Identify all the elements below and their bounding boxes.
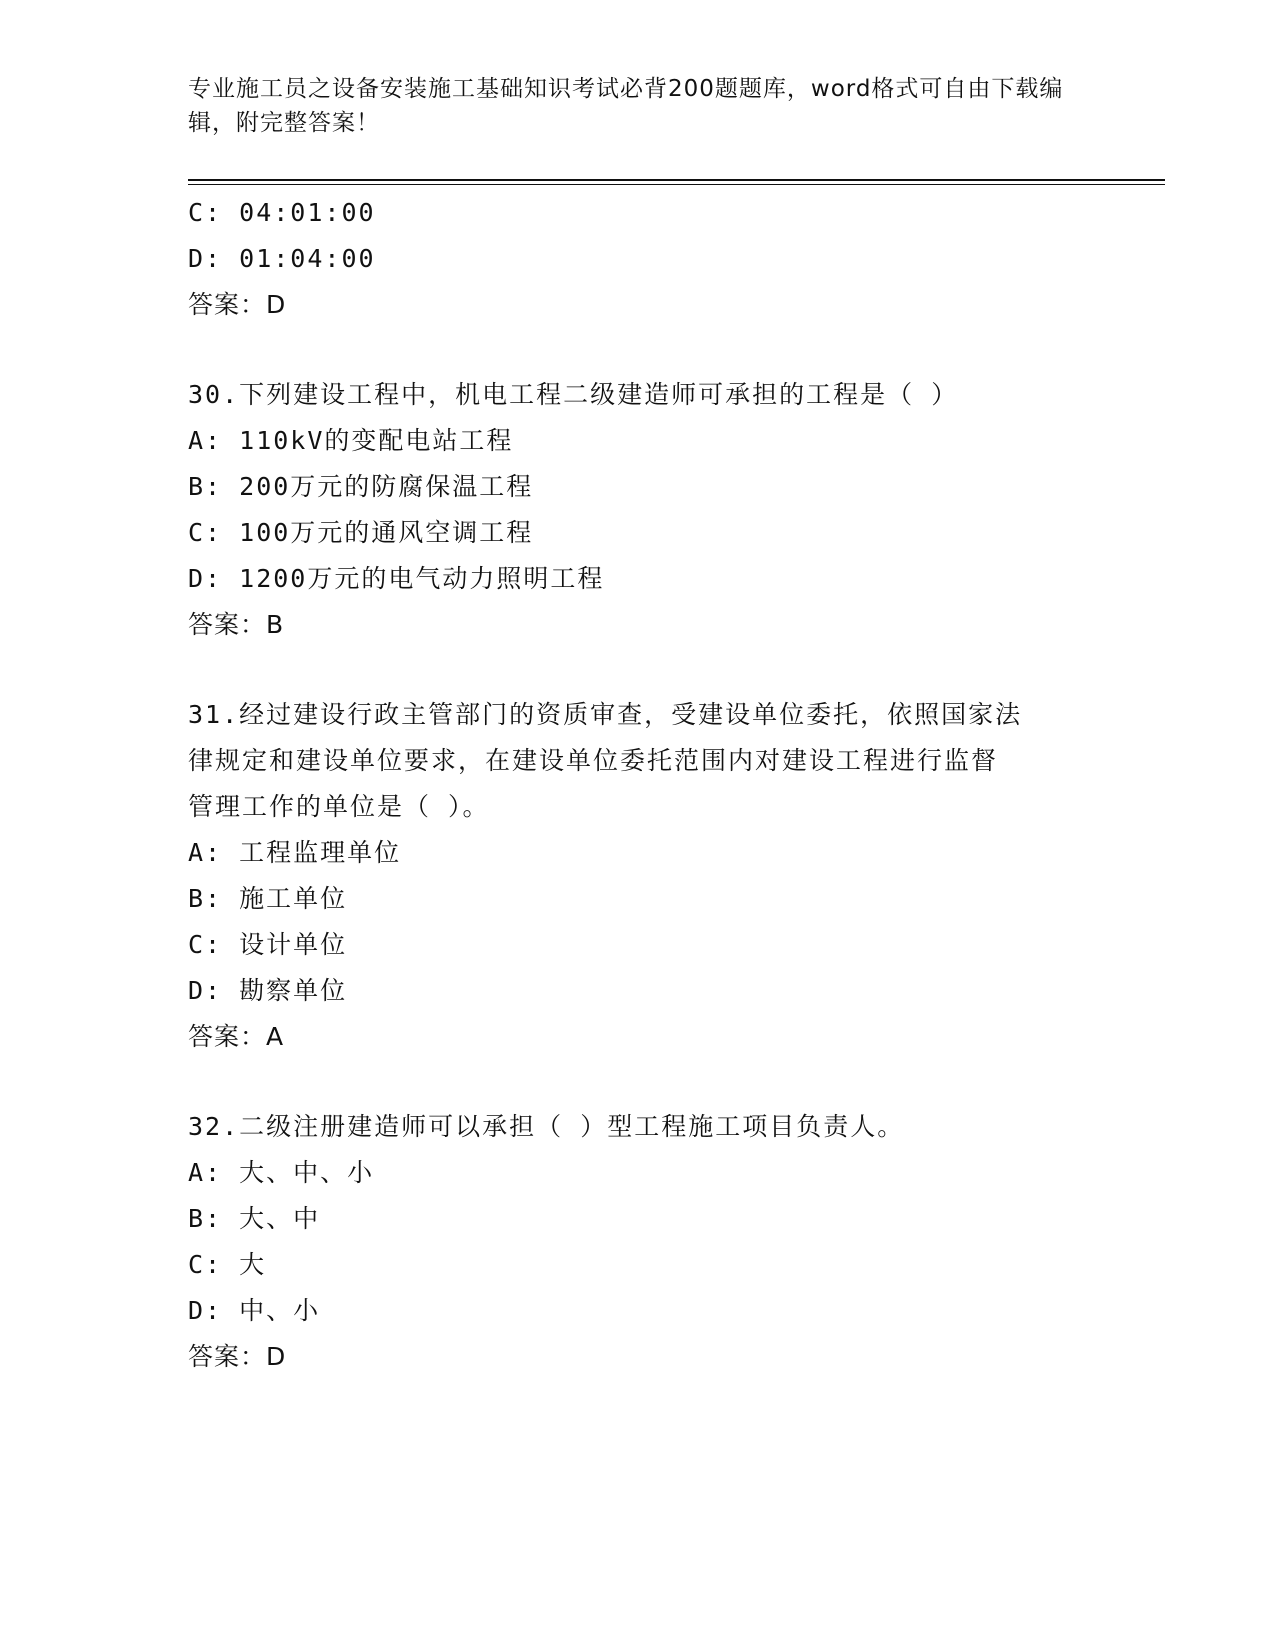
header-rule-thin	[188, 184, 1165, 185]
question-text: 律规定和建设单位要求，在建设单位委托范围内对建设工程进行监督	[188, 746, 999, 775]
option-d: D: 中、小	[188, 1296, 321, 1325]
header-rule-thick	[188, 179, 1165, 181]
option-d: D: 1200万元的电气动力照明工程	[188, 564, 605, 593]
document-header	[188, 72, 1088, 140]
option-c: C: 04:01:00	[188, 198, 376, 227]
question-31	[188, 692, 1088, 1060]
question-text: 管理工作的单位是（ ）。	[188, 792, 490, 821]
option-d: D: 01:04:00	[188, 244, 376, 273]
option-b: B: 施工单位	[188, 884, 348, 913]
question-text: 32.二级注册建造师可以承担（ ）型工程施工项目负责人。	[188, 1112, 905, 1141]
option-b: B: 200万元的防腐保温工程	[188, 472, 534, 501]
answer-line: 答案：D	[188, 1342, 287, 1371]
option-a: A: 工程监理单位	[188, 838, 402, 867]
option-c: C: 100万元的通风空调工程	[188, 518, 534, 547]
answer-line: 答案：D	[188, 290, 287, 319]
question-text: 31.经过建设行政主管部门的资质审查，受建设单位委托，依照国家法	[188, 700, 1023, 729]
option-c: C: 设计单位	[188, 930, 348, 959]
answer-line: 答案：B	[188, 610, 285, 639]
answer-line: 答案：A	[188, 1022, 285, 1051]
exam-content	[188, 190, 1088, 1380]
spacer	[188, 1060, 1088, 1104]
question-text: 30.下列建设工程中，机电工程二级建造师可承担的工程是（ ）	[188, 380, 959, 409]
spacer	[188, 648, 1088, 692]
option-b: B: 大、中	[188, 1204, 321, 1233]
option-a: A: 大、中、小	[188, 1158, 375, 1187]
spacer	[188, 328, 1088, 372]
question-fragment	[188, 190, 1088, 328]
header-title: 专业施工员之设备安装施工基础知识考试必背200题题库，word格式可自由下载编辑，附完整答案！	[188, 76, 1064, 136]
option-a: A: 110kV的变配电站工程	[188, 426, 514, 455]
question-30	[188, 372, 1088, 648]
question-32	[188, 1104, 1088, 1380]
option-c: C: 大	[188, 1250, 267, 1279]
option-d: D: 勘察单位	[188, 976, 348, 1005]
